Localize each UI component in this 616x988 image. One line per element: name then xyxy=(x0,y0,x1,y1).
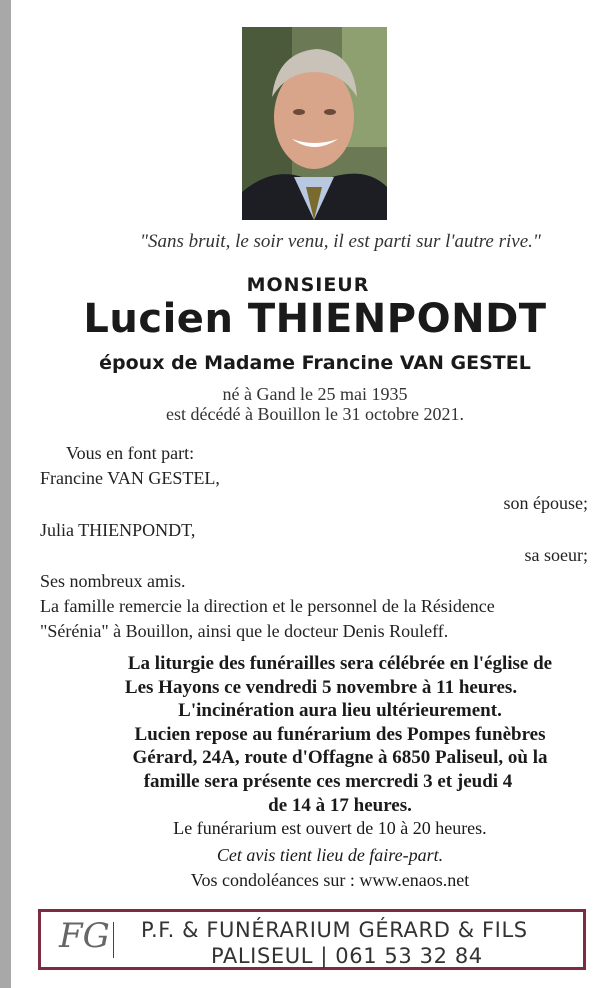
announce-line: Vous en font part: xyxy=(66,443,195,463)
notice-line: Cet avis tient lieu de faire-part. xyxy=(216,845,444,865)
thanks-line: La famille remercie la direction et le personnel de la Résidence xyxy=(40,596,495,616)
spouse-line: époux de Madame Francine VAN GESTEL xyxy=(99,352,531,374)
thanks-line: "Sérénia" à Bouillon, ainsi que le docteur Denis Rouleff. xyxy=(40,621,449,641)
funerarium-hours: Le funérarium est ouvert de 10 à 20 heures. xyxy=(173,818,487,838)
funeral-home-banner xyxy=(38,909,586,970)
funeral-home-logo: FG xyxy=(59,916,110,956)
funeral-line: famille sera présente ces mercredi 3 et jeudi 4 xyxy=(143,770,513,792)
family-member-name: Francine VAN GESTEL, xyxy=(40,468,220,488)
birth-line: né à Gand le 25 mai 1935 xyxy=(222,384,408,404)
family-member-relation: sa soeur; xyxy=(524,545,588,565)
epitaph-quote: "Sans bruit, le soir venu, il est parti sur l'autre rive." xyxy=(140,231,541,252)
funeral-line: Gérard, 24A, route d'Offagne à 6850 Paliseul, où la xyxy=(132,747,548,769)
left-border-bar xyxy=(0,0,11,988)
funeral-line: de 14 à 17 heures. xyxy=(268,794,412,816)
deceased-name: Lucien THIENPONDT xyxy=(83,296,547,342)
honorific-title: MONSIEUR xyxy=(246,274,370,296)
friends-line: Ses nombreux amis. xyxy=(40,571,186,591)
death-line: est décédé à Bouillon le 31 octobre 2021. xyxy=(166,404,464,424)
condolences-line: Vos condoléances sur : www.enaos.net xyxy=(190,870,470,890)
funeral-line: Lucien repose au funérarium des Pompes funèbres xyxy=(134,723,546,745)
banner-divider xyxy=(113,922,114,958)
family-member-name: Julia THIENPONDT, xyxy=(40,520,196,540)
family-member-relation: son épouse; xyxy=(503,493,588,513)
funeral-home-name: P.F. & FUNÉRARIUM GÉRARD & FILS xyxy=(141,918,528,942)
funeral-line: Les Hayons ce vendredi 5 novembre à 11 heures. xyxy=(124,676,518,698)
portrait-photo xyxy=(242,27,387,220)
funeral-line: L'incinération aura lieu ultérieurement. xyxy=(178,700,502,722)
funeral-details xyxy=(0,652,616,817)
funeral-line: La liturgie des funérailles sera célébrée en l'église de xyxy=(127,653,553,674)
funeral-home-contact: PALISEUL | 061 53 32 84 xyxy=(211,944,483,968)
